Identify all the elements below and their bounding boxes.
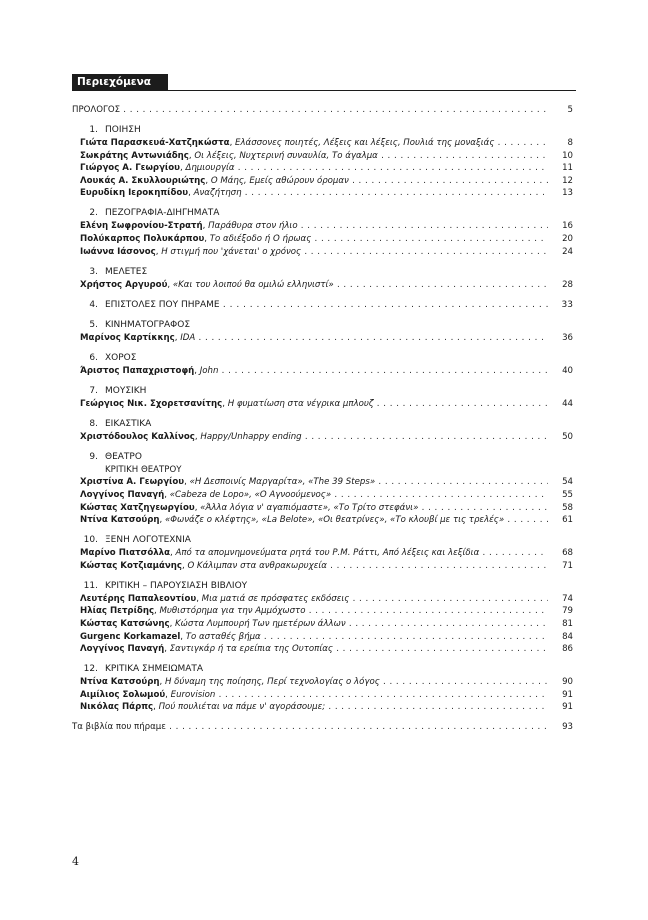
entry-author: Χρήστος Αργυρού [80, 279, 168, 290]
entry-text [80, 605, 548, 618]
toc-section-heading [72, 663, 576, 676]
entry-separator: , [164, 490, 170, 501]
entry-author: Κώστας Χατζηγεωργίου [80, 502, 195, 513]
section-title: ΞΕΝΗ ΛΟΓΟΤΕΧΝΙΑ [105, 535, 191, 546]
entry-page: 91 [562, 702, 573, 713]
section-title: ΠΕΖΟΓΡΑΦΙΑ-ΔΙΗΓΗΜΑΤΑ [105, 208, 220, 219]
entry-text [80, 187, 548, 200]
section-title: ΜΟΥΣΙΚΗ [105, 385, 147, 396]
entry-page: 68 [562, 548, 573, 559]
entry-title: Μια ματιά σε πρόσφατες εκδόσεις [201, 593, 350, 604]
toc-section-heading [72, 418, 576, 431]
entry-separator: , [155, 246, 162, 257]
entry-separator: , [167, 279, 173, 290]
entry-title: «Cabeza de Lopo», «Ο Αγνοούμενος» [169, 490, 332, 501]
entry-separator: , [184, 477, 190, 488]
entry-separator: , [180, 163, 186, 174]
toc-entry[interactable] [72, 605, 576, 618]
toc-section-heading [72, 580, 576, 593]
entry-author: Νικόλας Πάρπς [80, 702, 154, 713]
toc-entry[interactable] [72, 618, 576, 631]
entry-page: 90 [562, 677, 573, 688]
entry-page: 58 [562, 502, 573, 513]
toc-entry[interactable] [72, 676, 576, 689]
entry-title: Ο Κάλιμπαν στα ανθρακωρυχεία [187, 560, 327, 571]
books-label: Τα βιβλία που πήραμε . . . [72, 721, 548, 734]
toc-books[interactable] [72, 721, 576, 734]
entry-text [80, 560, 548, 573]
section-title: ΘΕΑΤΡΟ [105, 451, 142, 462]
toc-entry[interactable] [72, 150, 576, 163]
entry-separator: , [194, 502, 201, 513]
entry-title: «Και του λοιπού θα ομιλώ ελληνιστί» [172, 279, 334, 290]
toc-section-heading [72, 124, 576, 137]
entry-text [80, 689, 548, 702]
entry-page: 16 [562, 221, 573, 232]
entry-text [80, 618, 548, 631]
entry-separator: , [165, 689, 171, 700]
entry-separator: , [181, 560, 188, 571]
toc-entry[interactable] [72, 643, 576, 656]
entry-text [80, 137, 548, 150]
entry-page: 55 [562, 490, 573, 501]
toc-entry[interactable] [72, 431, 576, 444]
books-page: 93 [562, 722, 573, 733]
entry-separator: , [159, 515, 165, 526]
section-title: ΜΕΛΕΤΕΣ [105, 266, 148, 277]
entry-author: Αιμίλιος Σολωμού [80, 689, 166, 700]
section-title: ΠΟΙΗΣΗ [105, 124, 141, 135]
section-title: ΕΙΚΑΣΤΙΚΑ [105, 418, 152, 429]
entry-text [80, 476, 548, 489]
entry-page: 91 [562, 689, 573, 700]
entry-page: 54 [562, 477, 573, 488]
toc-entry[interactable] [72, 593, 576, 606]
entry-separator: , [159, 677, 165, 688]
entry-separator: , [180, 631, 186, 642]
section-page: 33 [561, 299, 573, 310]
entry-author: Ελένη Σωφρονίου-Στρατή [80, 221, 203, 232]
toc-section-heading [72, 319, 576, 332]
entry-text [80, 150, 548, 163]
toc-entry[interactable] [72, 175, 576, 188]
entry-page: 24 [562, 246, 573, 257]
entry-author: Gurgenc Korkamazel [80, 631, 181, 642]
entry-title: Η δύναμη της ποίησης, Περί τεχνολογίας ο λόγος [164, 677, 380, 688]
entry-separator: , [188, 150, 195, 161]
section-subtitle: ΚΡΙΤΙΚΗ ΘΕΑΤΡΟΥ [105, 464, 182, 475]
entry-text [80, 246, 548, 259]
entry-title: Αναζήτηση [193, 188, 242, 199]
toc-entry[interactable] [72, 476, 576, 489]
section-number: 12. [83, 664, 98, 675]
prologue-label: ΠΡΟΛΟΓΟΣ . . . [72, 104, 548, 117]
entry-separator: , [202, 221, 209, 232]
entry-author: Γιώτα Παρασκευά-Χατζηκώστα [80, 137, 230, 148]
entry-title: Δημιουργία [185, 163, 235, 174]
entry-separator: , [170, 548, 176, 559]
entry-author: Λογγίνος Παναγή [80, 490, 165, 501]
entry-title: Οι λέξεις, Νυχτερινή συναυλία, Το άγαλμα [194, 150, 378, 161]
entry-text [80, 514, 548, 527]
entry-title: Μυθιστόρημα για την Αμμόχωστο [159, 606, 306, 617]
entry-text [80, 676, 548, 689]
entry-author: Σωκράτης Αντωνιάδης [80, 150, 189, 161]
section-number: 2. [89, 208, 98, 219]
entry-page: 71 [562, 560, 573, 571]
header-rule [168, 90, 576, 91]
entry-author: Λογγίνος Παναγή [80, 644, 165, 655]
entry-text [80, 489, 548, 502]
entry-title: IDA [180, 332, 196, 343]
entry-author: Ιωάννα Ιάσονος [80, 246, 156, 257]
entry-text [80, 643, 548, 656]
section-number: 6. [89, 352, 98, 363]
toc-entry[interactable] [72, 489, 576, 502]
toc-entry[interactable] [72, 187, 576, 200]
entry-separator: , [204, 233, 210, 244]
entry-separator: , [229, 137, 236, 148]
toc-section-heading [72, 385, 576, 398]
entry-page: 20 [562, 233, 573, 244]
toc-section-heading [72, 451, 576, 464]
entry-separator: , [222, 398, 228, 409]
toc-entry[interactable] [72, 689, 576, 702]
entry-page: 8 [567, 137, 573, 148]
entry-text [80, 431, 548, 444]
entry-title: Κώστα Λυμπουρή Των ημετέρων άλλων [175, 618, 346, 629]
toc-entry[interactable] [72, 137, 576, 150]
entry-page: 10 [562, 150, 573, 161]
entry-title: Το ασταθές βήμα [185, 631, 261, 642]
entry-title: Η φυματίωση στα νέγρικα μπλουζ [227, 398, 374, 409]
entry-separator: , [196, 593, 202, 604]
section-title: ΚΙΝΗΜΑΤΟΓΡΑΦΟΣ [105, 319, 191, 330]
entry-page: 12 [562, 175, 573, 186]
toc-entry[interactable] [72, 502, 576, 515]
prologue-page: 5 [567, 105, 573, 115]
section-title: ΚΡΙΤΙΚΗ – ΠΑΡΟΥΣΙΑΣΗ ΒΙΒΛΙΟΥ [105, 580, 248, 591]
toc-entry[interactable] [72, 398, 576, 411]
entry-author: Κώστας Κοτζιαμάνης [80, 560, 182, 571]
section-number: 9. [89, 451, 98, 462]
entry-page: 13 [562, 188, 573, 199]
toc-entry[interactable] [72, 547, 576, 560]
entry-page: 84 [562, 631, 573, 642]
toc-entry[interactable] [72, 233, 576, 246]
toc-entry[interactable] [72, 365, 576, 378]
entry-title: Η στιγμή που 'χάνεται' ο χρόνος [161, 246, 302, 257]
toc-entry[interactable] [72, 332, 576, 345]
entry-author: Μαρίνο Πιατσόλλα [80, 548, 171, 559]
entry-text [80, 398, 548, 411]
entry-page: 28 [562, 279, 573, 290]
entry-text [80, 332, 548, 345]
entry-author: Γιώργος Α. Γεωργίου [80, 163, 180, 174]
entry-page: 81 [562, 618, 573, 629]
section-number: 4. [89, 299, 98, 310]
entry-author: Άριστος Παπαχριστοφή [80, 365, 195, 376]
toc-entry[interactable] [72, 220, 576, 233]
entry-page: 79 [562, 606, 573, 617]
entry-title: Παράθυρα στον ήλιο [208, 221, 298, 232]
entry-author: Κώστας Κατσώνης [80, 618, 170, 629]
entry-title: Πού πουλιέται να πάμε ν' αγοράσουμε; [158, 702, 326, 713]
entry-title: Το αδιέξοδο ή Ο ήρωας [209, 233, 312, 244]
entry-text [80, 547, 548, 560]
toc-entry[interactable] [72, 560, 576, 573]
entry-title: Happy/Unhappy ending [200, 431, 302, 442]
entry-title: Eurovision [170, 689, 216, 700]
entry-title: Ελάσσονες ποιητές, Λέξεις και λέξεις, Πουλιά της μοναξιάς [235, 137, 495, 148]
entry-author: Ηλίας Πετρίδης [80, 606, 155, 617]
entry-text [80, 502, 548, 515]
entry-separator: , [154, 606, 160, 617]
entry-author: Γεώργιος Νικ. Σχορετσανίτης [80, 398, 223, 409]
section-number: 3. [89, 266, 98, 277]
toc-entry[interactable] [72, 701, 576, 714]
entry-separator: , [188, 188, 194, 199]
entry-separator: , [174, 332, 181, 343]
entry-page: 11 [562, 163, 573, 174]
entry-page: 44 [562, 398, 573, 409]
entry-page: 50 [562, 431, 573, 442]
section-number: 5. [89, 319, 98, 330]
entry-separator: , [194, 431, 201, 442]
entry-title: «Άλλα λόγια ν' αγαπιόμαστε», «Το Τρίτο στεφάνι» [200, 502, 419, 513]
entry-separator: , [169, 618, 176, 629]
entry-text [80, 701, 548, 714]
section-number: 11. [83, 580, 98, 591]
entry-text [80, 593, 548, 606]
entry-page: 74 [562, 593, 573, 604]
toc-entry[interactable] [72, 514, 576, 527]
contents-title: Περιεχόμενα [72, 74, 168, 91]
entry-separator: , [194, 365, 200, 376]
entry-author: Λευτέρης Παπαλεοντίου [80, 593, 197, 604]
entry-title: Σαντιγκάρ ή τα ερείπια της Ουτοπίας [169, 644, 333, 655]
entry-author: Ντίνα Κατσούρη [80, 677, 160, 688]
section-number: 8. [89, 418, 98, 429]
entry-author: Ντίνα Κατσούρη [80, 515, 160, 526]
entry-text [80, 233, 548, 246]
entry-author: Πολύκαρπος Πολυκάρπου [80, 233, 205, 244]
entry-separator: , [153, 702, 159, 713]
section-heading-text [72, 299, 548, 312]
entry-author: Χριστίνα Α. Γεωργίου [80, 477, 185, 488]
section-number: 7. [89, 385, 98, 396]
entry-page: 61 [562, 515, 573, 526]
section-title: ΚΡΙΤΙΚΑ ΣΗΜΕΙΩΜΑΤΑ [105, 664, 204, 675]
entry-page: 40 [562, 365, 573, 376]
toc-section-heading [72, 352, 576, 365]
entry-text [80, 162, 548, 175]
toc-section-heading [72, 266, 576, 279]
entry-title: «Η Δεσποινίς Μαργαρίτα», «The 39 Steps» [189, 477, 376, 488]
entry-text [80, 365, 548, 378]
entry-separator: , [164, 644, 170, 655]
entry-separator: , [205, 175, 211, 186]
entry-title: «Φωνάζε ο κλέφτης», «La Belote», «Οι θεατρίνες», «Το κλουβί με τις τρελές» [164, 515, 505, 526]
entry-author: Μαρίνος Καρτίκκης [80, 332, 175, 343]
toc-entry[interactable] [72, 279, 576, 292]
section-title: ΕΠΙΣΤΟΛΕΣ ΠΟΥ ΠΗΡΑΜΕ [105, 299, 220, 310]
entry-text [80, 279, 548, 292]
toc-entry[interactable] [72, 162, 576, 175]
toc-section-heading [72, 207, 576, 220]
entry-author: Λουκάς Α. Σκυλλουριώτης [80, 175, 206, 186]
toc-entry[interactable] [72, 246, 576, 259]
page-number: 4 [72, 855, 79, 868]
entry-page: 36 [562, 332, 573, 343]
section-number: 1. [89, 124, 98, 135]
entry-text [80, 220, 548, 233]
entry-title: Ο Μάης, Εμείς αθώρουν όρομαν [210, 175, 349, 186]
entry-author: Ευρυδίκη Ιεροκηπίδου [80, 188, 189, 199]
entry-page: 86 [562, 644, 573, 655]
section-title: ΧΟΡΟΣ [105, 352, 137, 363]
entry-title: Από τα απομνημονεύματα ρητά του Ρ.Μ. Ράττι, Από λέξεις και λεξίδια [175, 548, 480, 559]
toc-entry[interactable] [72, 631, 576, 644]
toc-section-heading[interactable] [72, 299, 576, 312]
entry-title: John [199, 365, 219, 376]
table-of-contents [72, 104, 576, 734]
toc-prologue[interactable] [72, 104, 576, 117]
entry-author: Χριστόδουλος Καλλίνος [80, 431, 195, 442]
contents-header [72, 74, 576, 91]
section-number: 10. [83, 535, 98, 546]
entry-text [80, 631, 548, 644]
entry-text [80, 175, 548, 188]
toc-section-heading [72, 534, 576, 547]
